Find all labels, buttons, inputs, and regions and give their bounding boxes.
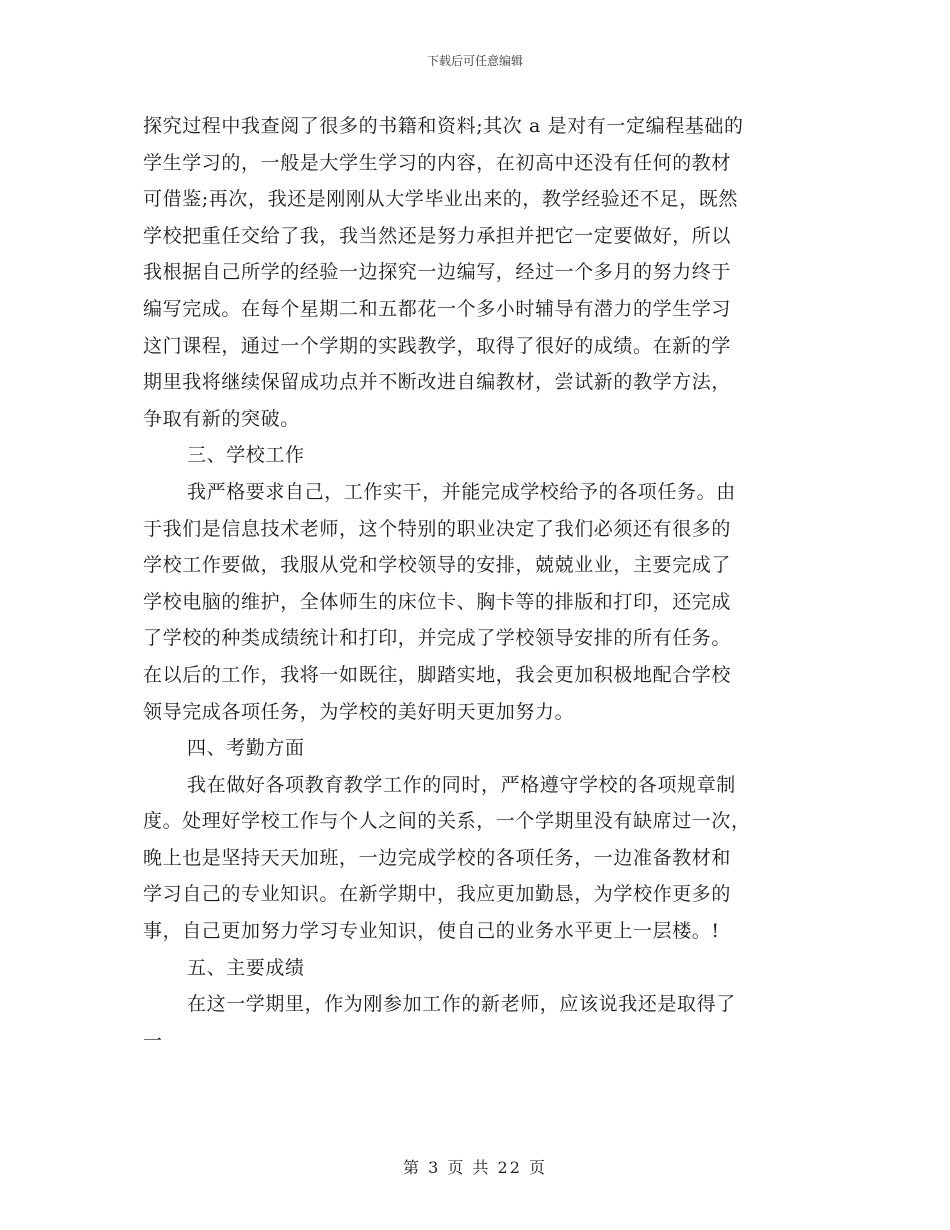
text-line: 学校电脑的维护，全体师生的床位卡、胸卡等的排版和打印，还完成 bbox=[143, 590, 732, 613]
section-heading: 四、考勤方面 bbox=[187, 737, 305, 760]
page-header: 下载后可任意编辑 bbox=[426, 54, 523, 68]
text-line: 学生学习的，一般是大学生学习的内容，在初高中还没有任何的教材 bbox=[143, 151, 732, 174]
text-line: 我在做好各项教育教学工作的同时，严格遵守学校的各项规章制 bbox=[187, 773, 736, 796]
document-body bbox=[143, 108, 807, 1059]
text-line: 争取有新的突破。 bbox=[143, 407, 300, 430]
text-line: 这门课程，通过一个学期的实践教学，取得了很好的成绩。在新的学 bbox=[143, 334, 732, 357]
text-line: 学习自己的专业知识。在新学期中，我应更加勤恳，为学校作更多的 bbox=[143, 883, 732, 906]
text-line: 领导完成各项任务，为学校的美好明天更加努力。 bbox=[143, 700, 575, 723]
page-footer: 第 3 页 共 22 页 bbox=[403, 1158, 547, 1177]
text-line: 可借鉴;再次，我还是刚刚从大学毕业出来的，教学经验还不足，既然 bbox=[143, 188, 739, 211]
text-line: 在这一学期里，作为刚参加工作的新老师，应该说我还是取得了 bbox=[187, 993, 736, 1016]
text-line: 探究过程中我查阅了很多的书籍和资料;其次 a 是对有一定编程基础的 bbox=[143, 115, 744, 137]
section-heading: 三、学校工作 bbox=[187, 444, 305, 467]
text-line: 在以后的工作，我将一如既往，脚踏实地，我会更加积极地配合学校 bbox=[143, 663, 732, 686]
section-heading: 五、主要成绩 bbox=[187, 956, 305, 979]
text-line: 事，自己更加努力学习专业知识，使自己的业务水平更上一层楼。! bbox=[143, 920, 720, 943]
text-line: 学校工作要做，我服从党和学校领导的安排，兢兢业业，主要完成了 bbox=[143, 554, 732, 577]
text-line: 学校把重任交给了我，我当然还是努力承担并把它一定要做好，所以 bbox=[143, 224, 732, 247]
text-line: 编写完成。在每个星期二和五都花一个多小时辅导有潜力的学生学习 bbox=[143, 297, 732, 320]
text-line: 期里我将继续保留成功点并不断改进自编教材，尝试新的教学方法， bbox=[143, 371, 732, 394]
text-line: 我严格要求自己，工作实干，并能完成学校给予的各项任务。由 bbox=[187, 480, 736, 503]
text-line: 于我们是信息技术老师，这个特别的职业决定了我们必须还有很多的 bbox=[143, 517, 732, 540]
text-line: 了学校的种类成绩统计和打印，并完成了学校领导安排的所有任务。 bbox=[143, 627, 732, 650]
text-line: 度。处理好学校工作与个人之间的关系，一个学期里没有缺席过一次， bbox=[143, 810, 751, 833]
text-line: 晚上也是坚持天天加班，一边完成学校的各项任务，一边准备教材和 bbox=[143, 846, 732, 869]
text-line: 一 bbox=[143, 1029, 163, 1052]
text-line: 我根据自己所学的经验一边探究一边编写，经过一个多月的努力终于 bbox=[143, 261, 732, 284]
